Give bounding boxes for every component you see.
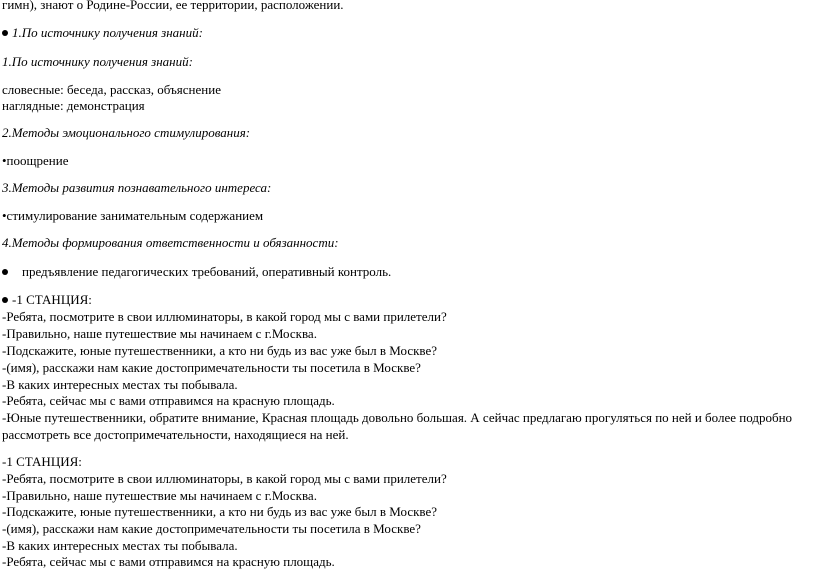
dialog-line: -В каких интересных местах ты побывала.	[2, 377, 238, 392]
dialog-line: -Ребята, посмотрите в свои иллюминаторы, в какой город мы с вами прилетели?	[2, 309, 447, 324]
heading-2: 2.Методы эмоционального стимулирования:	[2, 125, 251, 140]
text-encouragement: •поощрение	[2, 153, 69, 168]
dialog-line: -(имя), расскажи нам какие достопримечательности ты посетила в Москве?	[2, 360, 421, 375]
intro-line: гимн), знают о Родине-России, ее территории, расположении.	[2, 0, 344, 12]
bullet-dot-icon	[2, 30, 8, 36]
dialog-line: -Подскажите, юные путешественники, а кто ни будь из вас уже был в Москве?	[2, 504, 438, 519]
text-verbal: словесные: беседа, рассказ, объяснение	[2, 82, 221, 97]
dialog-line: -Подскажите, юные путешественники, а кто ни будь из вас уже был в Москве?	[2, 343, 438, 358]
bullet-dot-icon	[2, 269, 8, 275]
dialog-line: -Ребята, посмотрите в свои иллюминаторы, в какой город мы с вами прилетели?	[2, 471, 447, 486]
bullet-dot-icon	[2, 297, 8, 303]
dialog-line: -Правильно, наше путешествие мы начинаем с г.Москва.	[2, 488, 317, 503]
bullet-requirements: предъявление педагогических требований, оперативный контроль.	[2, 264, 391, 280]
station-heading-1: -1 СТАНЦИЯ:	[2, 292, 92, 308]
text-visual: наглядные: демонстрация	[2, 98, 145, 113]
dialog-line: -Ребята, сейчас мы с вами отправимся на красную площадь.	[2, 554, 335, 569]
dialog-line: -В каких интересных местах ты побывала.	[2, 538, 238, 553]
heading-3: 3.Методы развития познавательного интереса:	[2, 180, 272, 195]
text-stimulation: •стимулирование занимательным содержанием	[2, 208, 264, 223]
heading-1: 1.По источнику получения знаний:	[2, 54, 193, 69]
dialog-line: -(имя), расскажи нам какие достопримечательности ты посетила в Москве?	[2, 521, 421, 536]
dialog-line: -Правильно, наше путешествие мы начинаем с г.Москва.	[2, 326, 317, 341]
heading-4: 4.Методы формирования ответственности и обязанности:	[2, 235, 339, 250]
dialog-line: рассмотреть все достопримечательности, находящиеся на ней.	[2, 427, 349, 442]
station-heading-2: -1 СТАНЦИЯ:	[2, 454, 82, 469]
dialog-line: -Ребята, сейчас мы с вами отправимся на красную площадь.	[2, 393, 335, 408]
dialog-line: -Юные путешественники, обратите внимание, Красная площадь довольно большая. А сейчас предлагаю прогуляться по ней и более подробно	[2, 410, 793, 425]
bullet-heading-1: 1.По источнику получения знаний:	[2, 25, 203, 41]
